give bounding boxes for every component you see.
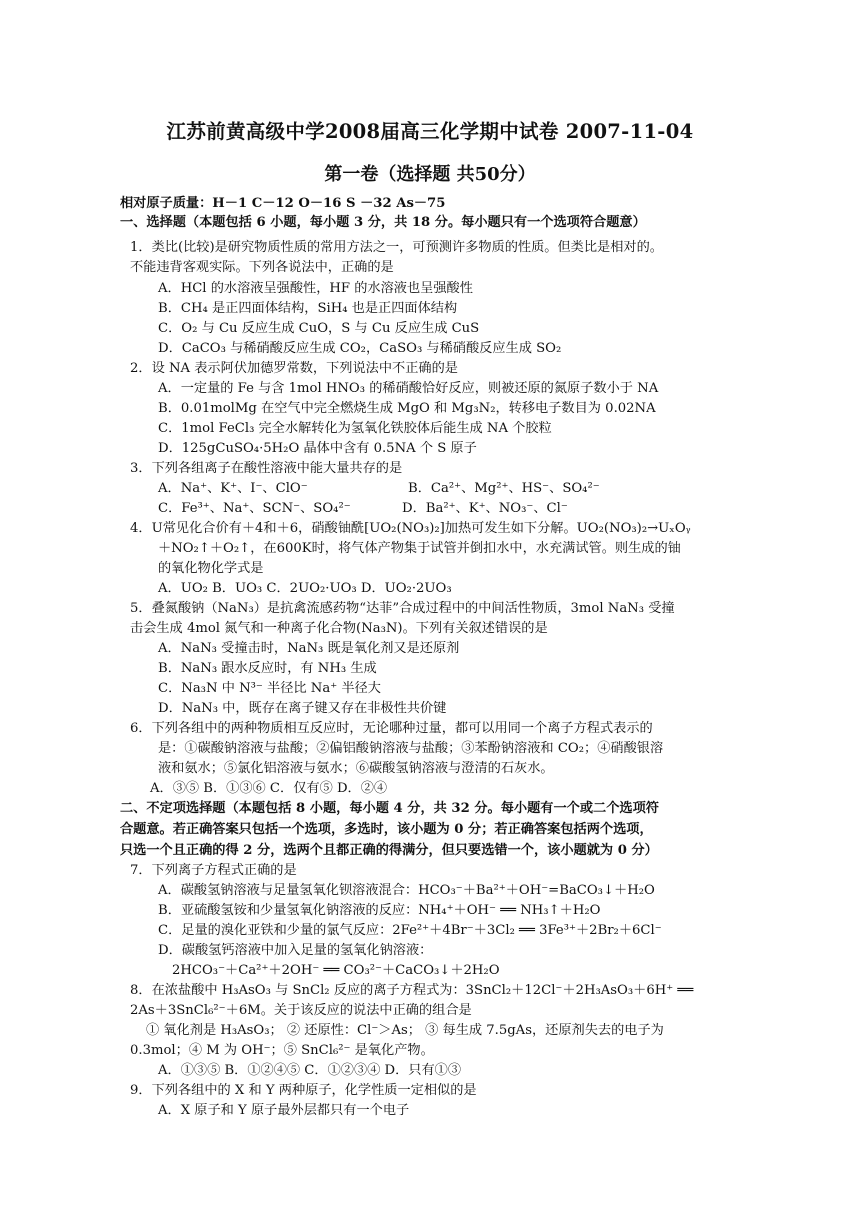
text-line: A．UO₂ B．UO₃ C．2UO₂·UO₃ D．UO₂·2UO₃ (158, 581, 452, 596)
text-line: D．125gCuSO₄·5H₂O 晶体中含有 0.5NA 个 S 原子 (158, 441, 477, 456)
atomic-masses: 相对原子质量：H－1 C－12 O－16 S －32 As－75 (120, 196, 446, 211)
text-line: D．NaN₃ 中，既存在离子键又存在非极性共价键 (158, 701, 447, 716)
text-line: 3．下列各组离子在酸性溶液中能大量共存的是 (130, 461, 403, 476)
text-line: A．X 原子和 Y 原子最外层都只有一个电子 (158, 1103, 410, 1118)
text-line: 不能违背客观实际。下列各说法中，正确的是 (130, 260, 394, 275)
text-line: C．Fe³⁺、Na⁺、SCN⁻、SO₄²⁻ (158, 501, 351, 516)
text-line: 只选一个且正确的得 2 分，选两个且都正确的得满分，但只要选错一个，该小题就为 0 分） (120, 843, 658, 858)
page-title: 江苏前黄高级中学2008届高三化学期中试卷 2007-11-04 (166, 120, 694, 143)
text-line: B．CH₄ 是正四面体结构，SiH₄ 也是正四面体结构 (158, 301, 458, 316)
text-line: 5．叠氮酸钠（NaN₃）是抗禽流感药物“达菲”合成过程中的中间活性物质，3mol NaN₃ 受撞 (130, 601, 675, 616)
text-line: 1．类比(比较)是研究物质性质的常用方法之一，可预测许多物质的性质。但类比是相对的。 (130, 240, 663, 255)
text-line: A．一定量的 Fe 与含 1mol HNO₃ 的稀硝酸恰好反应，则被还原的氮原子数小于 NA (158, 381, 659, 396)
text-line: 7．下列离子方程式正确的是 (130, 863, 297, 878)
text-line: A．NaN₃ 受撞击时，NaN₃ 既是氧化剂又是还原剂 (158, 641, 460, 656)
text-line: B．Ca²⁺、Mg²⁺、HS⁻、SO₄²⁻ (408, 481, 600, 496)
text-line: 2．设 NA 表示阿伏加德罗常数，下列说法中不正确的是 (130, 361, 458, 376)
text-line: 8．在浓盐酸中 H₃AsO₃ 与 SnCl₂ 反应的离子方程式为：3SnCl₂＋12Cl⁻＋2H₃AsO₃＋6H⁺ ══ (130, 983, 694, 998)
text-line: 2HCO₃⁻＋Ca²⁺＋2OH⁻ ══ CO₃²⁻＋CaCO₃↓＋2H₂O (172, 963, 500, 978)
text-line: B．0.01molMg 在空气中完全燃烧生成 MgO 和 Mg₃N₂，转移电子数目为 0.02NA (158, 401, 656, 416)
text-line: ＋NO₂↑＋O₂↑，在600K时，将气体产物集于试管并倒扣水中，水充满试管。则生成的铀 (158, 541, 681, 556)
text-line: 6．下列各组中的两种物质相互反应时，无论哪种过量，都可以用同一个离子方程式表示的 (130, 721, 653, 736)
text-line: C．足量的溴化亚铁和少量的氯气反应：2Fe²⁺＋4Br⁻＋3Cl₂ ══ 3Fe³⁺＋2Br₂＋6Cl⁻ (158, 923, 662, 938)
text-line: C．Na₃N 中 N³⁻ 半径比 Na⁺ 半径大 (158, 681, 381, 696)
text-line: ① 氧化剂是 H₃AsO₃； ② 还原性：Cl⁻＞As； ③ 每生成 7.5gAs，还原剂失去的电子为 (146, 1023, 664, 1038)
text-line: 合题意。若正确答案只包括一个选项，多选时，该小题为 0 分；若正确答案包括两个选项， (120, 822, 653, 837)
section-subtitle: 第一卷（选择题 共50分） (324, 164, 536, 185)
text-line: A．Na⁺、K⁺、I⁻、ClO⁻ (158, 481, 308, 496)
text-line: 二、不定项选择题（本题包括 8 小题，每小题 4 分，共 32 分。每小题有一个或二个选项符 (120, 801, 659, 816)
text-line: B．亚硫酸氢铵和少量氢氧化钠溶液的反应：NH₄⁺＋OH⁻ ══ NH₃↑＋H₂O (158, 903, 601, 918)
text-line: 液和氨水；⑤氯化铝溶液与氨水；⑥碳酸氢钠溶液与澄清的石灰水。 (158, 761, 554, 776)
text-line: A．①③⑤ B．①②④⑤ C．①②③④ D．只有①③ (158, 1063, 462, 1078)
text-line: A．HCl 的水溶液呈强酸性，HF 的水溶液也呈强酸性 (158, 281, 473, 296)
text-line: 的氧化物化学式是 (158, 561, 264, 576)
text-line: D．CaCO₃ 与稀硝酸反应生成 CO₂，CaSO₃ 与稀硝酸反应生成 SO₂ (158, 341, 562, 356)
section1-header: 一、选择题（本题包括 6 小题，每小题 3 分，共 18 分。每小题只有一个选项符合题意） (120, 215, 646, 230)
text-line: C．1mol FeCl₃ 完全水解转化为氢氧化铁胶体后能生成 NA 个胶粒 (158, 421, 552, 436)
text-line: 0.3mol；④ M 为 OH⁻；⑤ SnCl₆²⁻ 是氧化产物。 (130, 1043, 434, 1058)
text-line: C．O₂ 与 Cu 反应生成 CuO，S 与 Cu 反应生成 CuS (158, 321, 480, 336)
text-line: 击会生成 4mol 氮气和一种离子化合物(Na₃N)。下列有关叙述错误的是 (130, 621, 548, 636)
text-line: A．碳酸氢钠溶液与足量氢氧化钡溶液混合：HCO₃⁻＋Ba²⁺＋OH⁻=BaCO₃↓＋H₂O (158, 883, 655, 898)
text-line: 是：①碳酸钠溶液与盐酸；②偏铝酸钠溶液与盐酸；③苯酚钠溶液和 CO₂；④硝酸银溶 (158, 741, 664, 756)
text-line: 9．下列各组中的 X 和 Y 两种原子，化学性质一定相似的是 (130, 1083, 477, 1098)
text-line: 2As＋3SnCl₆²⁻＋6M。关于该反应的说法中正确的组合是 (130, 1003, 472, 1018)
text-line: 4．U常见化合价有＋4和＋6，硝酸铀酰[UO₂(NO₃)₂]加热可发生如下分解。UO₂(NO₃)₂→UₓOᵧ (130, 521, 691, 536)
text-line: D．碳酸氢钙溶液中加入足量的氢氧化钠溶液： (158, 943, 433, 958)
text-line: B．NaN₃ 跟水反应时，有 NH₃ 生成 (158, 661, 377, 676)
text-line: A．③⑤ B．①③⑥ C．仅有⑤ D．②④ (150, 781, 388, 796)
text-line: D．Ba²⁺、K⁺、NO₃⁻、Cl⁻ (402, 501, 568, 516)
